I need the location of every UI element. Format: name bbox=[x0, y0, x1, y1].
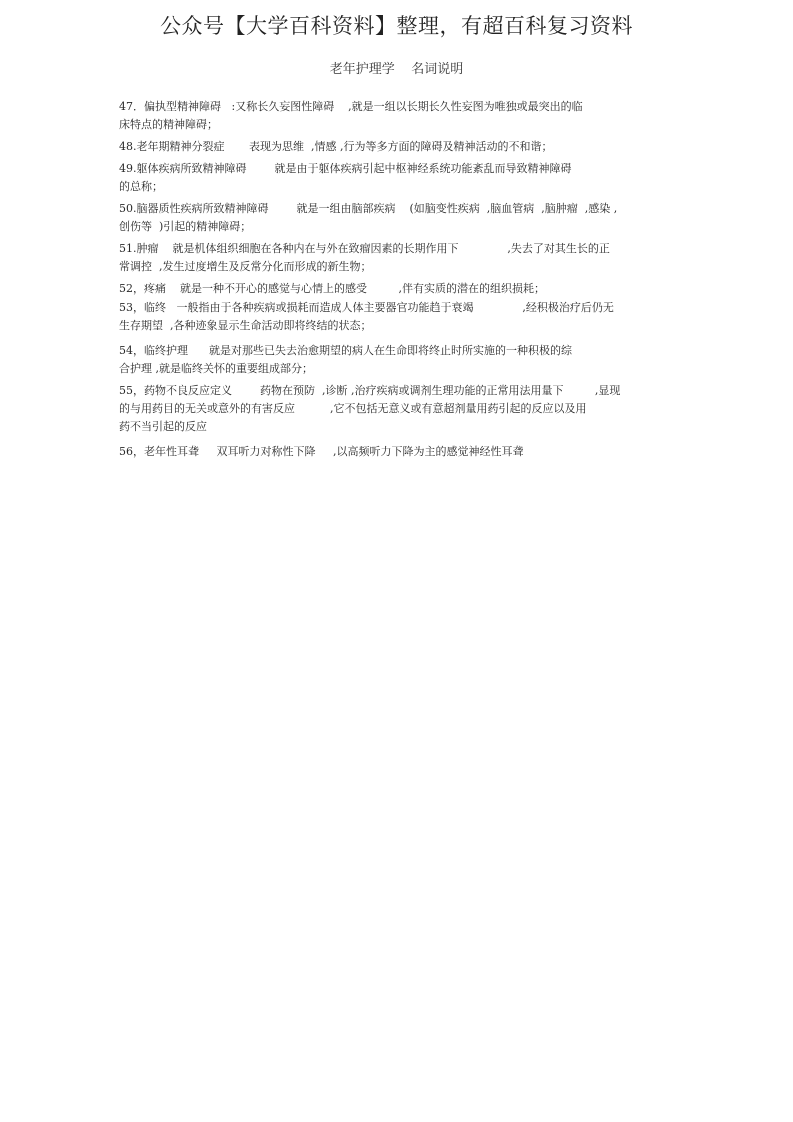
term-text-line: 49.躯体疾病所致精神障碍 就是由于躯体疾病引起中枢神经系统功能紊乱而导致精神障碍 bbox=[119, 162, 572, 175]
term-text-line: 50.脑器质性疾病所致精神障碍 就是一组由脑部疾病 (如脑变性疾病 ,脑血管病 ,脑肿瘤 ,感染 , bbox=[119, 202, 618, 215]
banner-title: 公众号【大学百科资料】整理，有超百科复习资料 bbox=[160, 14, 633, 38]
term-text-line: 55，药物不良反应定义 药物在预防 ,诊断 ,治疗疾病或调剂生理功能的正常用法用量下 ,显现 bbox=[119, 384, 621, 397]
term-text-line: 51.肿瘤 就是机体组织细胞在各种内在与外在致瘤因素的长期作用下 ,失去了对其生长的正 bbox=[119, 242, 610, 255]
term-entry-52 bbox=[119, 280, 679, 298]
term-text-line: 的与用药目的无关或意外的有害反应 ,它不包括无意义或有意超剂量用药引起的反应以及用 bbox=[119, 402, 587, 415]
term-entry-56 bbox=[119, 443, 679, 461]
term-text-line: 创伤等 )引起的精神障碍； bbox=[119, 220, 252, 233]
term-entry-47 bbox=[119, 98, 679, 134]
term-entry-49 bbox=[119, 160, 679, 196]
term-entry-51 bbox=[119, 240, 679, 276]
term-text-line: 53，临终 一般指由于各种疾病或损耗而造成人体主要器官功能趋于衰竭 ,经积极治疗后仍无 bbox=[119, 301, 614, 314]
term-text-line: 常调控 ,发生过度增生及反常分化而形成的新生物； bbox=[119, 260, 372, 273]
term-entry-54 bbox=[119, 342, 679, 378]
term-text-line: 生存期望 ,各种迹象显示生命活动即将终结的状态； bbox=[119, 319, 372, 332]
term-text-line: 药不当引起的反应 bbox=[119, 420, 207, 433]
term-list bbox=[119, 98, 679, 461]
term-text-line: 合护理 ,就是临终关怀的重要组成部分； bbox=[119, 362, 313, 375]
term-text-line: 52，疼痛 就是一种不开心的感觉与心情上的感受 ,伴有实质的潜在的组织损耗； bbox=[119, 282, 545, 295]
term-entry-55 bbox=[119, 382, 679, 436]
term-text-line: 47．偏执型精神障碍 :又称长久妄图性障碍 ,就是一组以长期长久性妄图为唯独或最突出的临 bbox=[119, 100, 583, 113]
term-entry-50 bbox=[119, 200, 679, 236]
term-entry-48 bbox=[119, 138, 679, 156]
term-text-line: 56，老年性耳聋 双耳听力对称性下降 ,以高频听力下降为主的感觉神经性耳聋 bbox=[119, 445, 524, 458]
term-text-line: 54，临终护理 就是对那些已失去治愈期望的病人在生命即将终止时所实施的一种积极的综 bbox=[119, 344, 572, 357]
term-text-line: 的总称； bbox=[119, 180, 163, 193]
term-text-line: 48.老年期精神分裂症 表现为思维 ,情感 ,行为等多方面的障碍及精神活动的不和谐； bbox=[119, 140, 553, 153]
term-entry-53 bbox=[119, 299, 679, 335]
document-subtitle: 老年护理学 名词说明 bbox=[329, 62, 464, 77]
term-text-line: 床特点的精神障碍； bbox=[119, 118, 218, 131]
